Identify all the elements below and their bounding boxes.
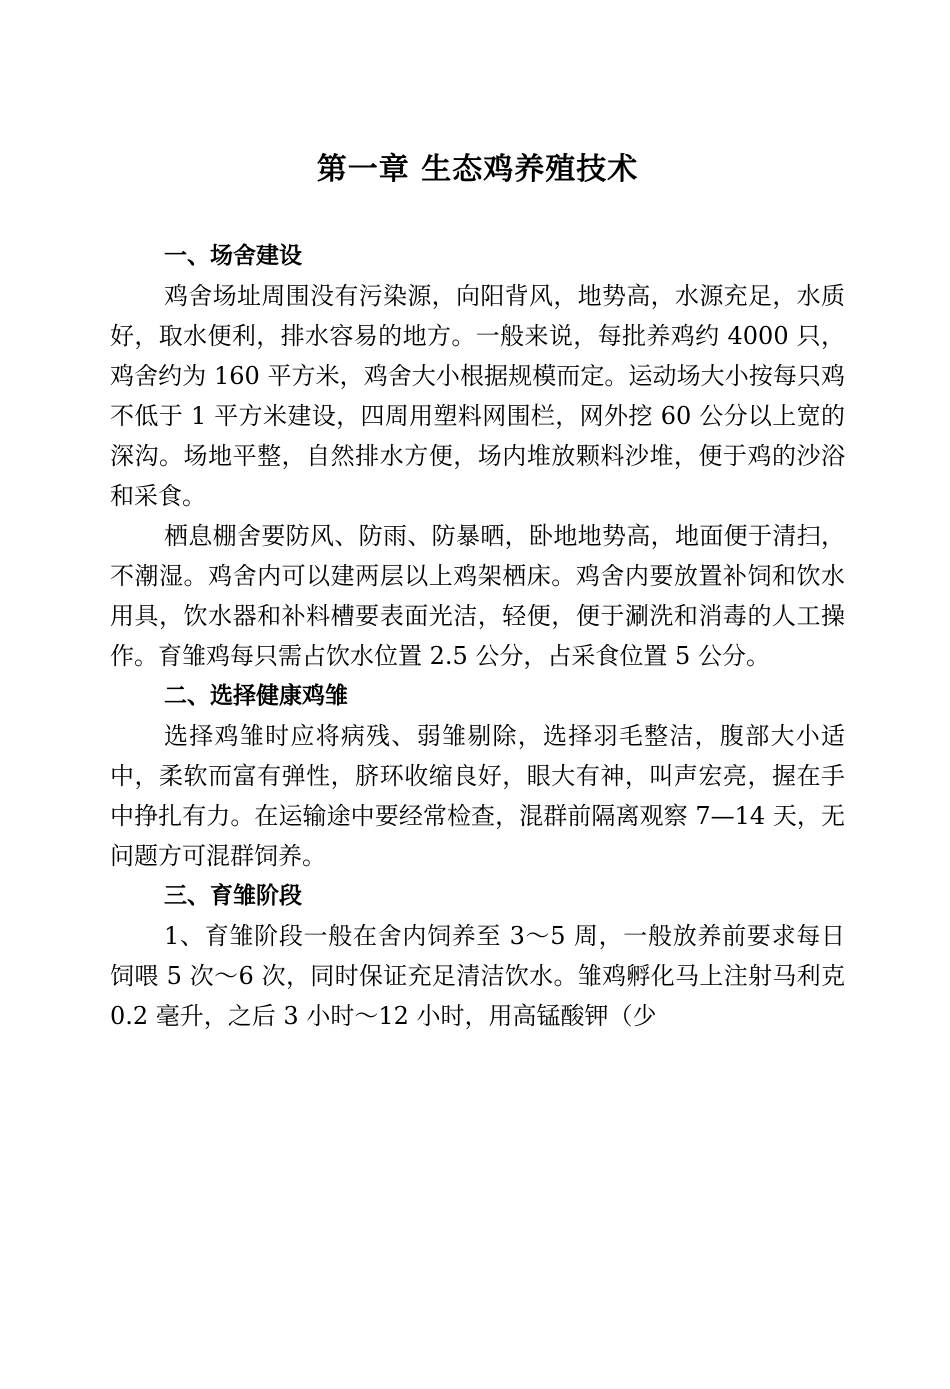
- paragraph-chick-selection: 选择鸡雏时应将病残、弱雏剔除，选择羽毛整洁，腹部大小适中，柔软而富有弹性，脐环收缩良好，眼大有神，叫声宏亮，握在手中挣扎有力。在运输途中要经常检查，混群前隔离观察 7—14 天，无问题方可混群饲养。: [110, 722, 845, 870]
- section-heading-brooding-stage: 三、育雏阶段: [164, 883, 302, 909]
- section-heading-healthy-chicks: 二、选择健康鸡雏: [164, 683, 348, 709]
- document-page: [110, 148, 845, 1036]
- paragraph-site-selection: 鸡舍场址周围没有污染源，向阳背风，地势高，水源充足，水质好，取水便利，排水容易的地方。一般来说，每批养鸡约 4000 只，鸡舍约为 160 平方米，鸡舍大小根据规模而定。运动场大小按每只鸡不低于 1 平方米建设，四周用塑料网围栏，网外挖 60 公分以上宽的深沟。场地平整，自然排水方便，场内堆放颗料沙堆，便于鸡的沙浴和采食。: [110, 282, 845, 510]
- paragraph-shed-requirements: 栖息棚舍要防风、防雨、防暴晒，卧地地势高，地面便于清扫，不潮湿。鸡舍内可以建两层以上鸡架栖床。鸡舍内要放置补饲和饮水用具，饮水器和补料槽要表面光洁，轻便，便于涮洗和消毒的人工操作。育雏鸡每只需占饮水位置 2.5 公分，占采食位置 5 公分。: [110, 522, 845, 670]
- paragraph-brooding-feeding: 1、育雏阶段一般在舍内饲养至 3～5 周，一般放养前要求每日饲喂 5 次～6 次，同时保证充足清洁饮水。雏鸡孵化马上注射马利克 0.2 毫升，之后 3 小时～12 小时，用高锰酸钾（少: [110, 922, 845, 1030]
- chapter-title: 第一章 生态鸡养殖技术: [316, 152, 639, 187]
- section-heading-site-construction: 一、场舍建设: [164, 243, 302, 269]
